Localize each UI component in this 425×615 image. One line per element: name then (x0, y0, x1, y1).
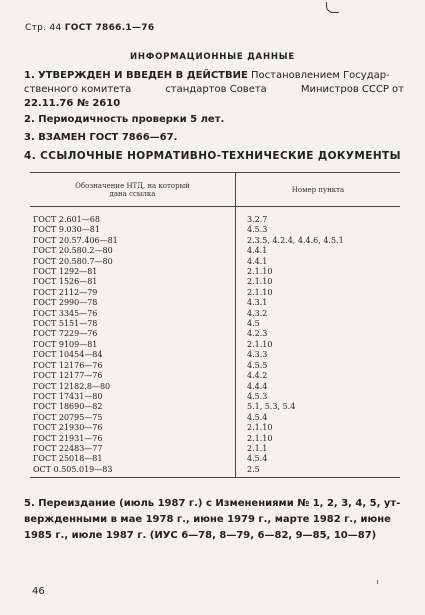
table-cell-clause: 4.2.3 (247, 329, 268, 339)
table-row (30, 361, 400, 371)
table-cell-clause: 2.1.10 (247, 339, 273, 349)
table-cell-clause: 5.1, 5.3, 5.4 (247, 402, 296, 412)
table-cell-doc: ГОСТ 22483—77 (30, 444, 236, 454)
item-1-bold: УТВЕРЖДЕН И ВВЕДЕН В ДЕЙСТВИЕ (37, 70, 248, 81)
table-cell-doc: ГОСТ 20.580.2—80 (30, 246, 236, 256)
table-cell-doc: ГОСТ 17431—80 (30, 392, 236, 402)
table-row (30, 277, 400, 287)
table-row (30, 423, 400, 433)
table-cell-clause: 4.4.4 (247, 381, 268, 391)
table-cell-doc: ГОСТ 21930—76 (30, 423, 236, 433)
table-row (30, 319, 400, 329)
table-cell-doc: ГОСТ 12176—76 (30, 361, 236, 371)
table-row (30, 340, 400, 350)
table-cell-doc: ГОСТ 1292—81 (30, 267, 236, 277)
table-row (30, 402, 400, 412)
table-cell-doc: ГОСТ 25018—81 (30, 454, 236, 464)
table-row (30, 392, 400, 402)
table-cell-clause: 4.5.3 (247, 391, 268, 401)
item-1-line2-a: ственного комитета (24, 84, 132, 95)
item-5-line2: вержденными в мае 1978 г., июне 1979 г., марте 1982 г., июне (24, 514, 391, 525)
table-row (30, 371, 400, 381)
table-row (30, 413, 400, 423)
table-cell-clause: 2.1.10 (247, 267, 273, 277)
table-cell-doc: ГОСТ 2112—79 (30, 288, 236, 298)
table-row (30, 454, 400, 464)
table-cell-clause: 4.3.2 (247, 308, 268, 318)
table-cell-doc: ОСТ 0.505.019—83 (30, 465, 236, 478)
item-1-line1-rest: Постановлением Государ- (247, 70, 390, 81)
table-cell-doc: ГОСТ 20.580.7—80 (30, 257, 236, 267)
table-cell-doc: ГОСТ 5151—78 (30, 319, 236, 329)
table-header-clause: Номер пункта (236, 173, 401, 207)
table-row (30, 329, 400, 339)
table-cell-clause: 2.1.10 (247, 433, 273, 443)
table-header-row (30, 173, 400, 207)
item-1-line2-c: Министров СССР от (300, 84, 404, 95)
table-row (30, 444, 400, 454)
table-cell-clause: 2.1.10 (247, 277, 273, 287)
table-row (30, 257, 400, 267)
table-cell-doc: ГОСТ 9109—81 (30, 340, 236, 350)
header-page-prefix: Стр. 44 (25, 23, 62, 33)
table-cell-clause: 4.5.5 (247, 360, 268, 370)
table-cell-doc: ГОСТ 12177—76 (30, 371, 236, 381)
table-cell-doc: ГОСТ 21931—76 (30, 434, 236, 444)
table-header-doc-line1: Обозначение НТД, на который (75, 181, 190, 190)
table-cell-clause: 4.3.3 (247, 350, 268, 360)
table-cell-doc: ГОСТ 3345—76 (30, 309, 236, 319)
table-row (30, 309, 400, 319)
table-cell-doc: ГОСТ 10454—84 (30, 350, 236, 360)
item-4: 4. ССЫЛОЧНЫЕ НОРМАТИВНО-ТЕХНИЧЕСКИЕ ДОКУМЕНТЫ (24, 150, 401, 162)
table-spacer-row (30, 207, 400, 216)
table-cell-clause: 2.1.10 (247, 287, 273, 297)
table-cell-doc: ГОСТ 9.030—81 (30, 225, 236, 235)
item-1-line2-b: стандартов Совета (165, 84, 267, 95)
table-row (30, 215, 400, 225)
table-row (30, 236, 400, 246)
margin-tick (377, 580, 378, 584)
item-5-line1: 5. Переиздание (июль 1987 г.) с Изменениями № 1, 2, 3, 4, 5, ут- (24, 498, 401, 509)
table-cell-doc: ГОСТ 18690—82 (30, 402, 236, 412)
item-3: 3. ВЗАМЕН ГОСТ 7866—67. (24, 132, 178, 143)
table-cell-clause: 4.4.2 (247, 371, 268, 381)
table-cell-doc: ГОСТ 20.57.406—81 (30, 236, 236, 246)
scan-mark (326, 2, 339, 13)
table-row (30, 267, 400, 277)
item-5-line3: 1985 г., июле 1987 г. (ИУС 6—78, 8—79, 6—82, 9—85, 10—87) (24, 530, 377, 541)
table-row (30, 225, 400, 235)
table-cell-clause: 2.1.1 (247, 443, 268, 453)
table-cell-clause: 2.1.10 (247, 423, 273, 433)
table-cell-doc: ГОСТ 20795—75 (30, 413, 236, 423)
table-cell-clause: 4.5 (247, 319, 260, 329)
table-header-doc (30, 173, 236, 207)
item-5 (24, 496, 404, 544)
item-1-line3: 22.11.76 № 2610 (24, 98, 121, 109)
table-cell-clause: 2.5 (236, 465, 401, 478)
table-cell-doc: ГОСТ 1526—81 (30, 277, 236, 287)
table-cell-clause: 2.3.5, 4.2.4, 4.4.6, 4.5.1 (247, 235, 344, 245)
table-cell-doc: ГОСТ 2990—78 (30, 298, 236, 308)
reference-table (30, 172, 400, 478)
table-cell-clause: 4.4.1 (247, 256, 268, 266)
page-header (25, 23, 154, 33)
table-cell-doc: ГОСТ 12182.8—80 (30, 382, 236, 392)
item-2: 2. Периодичность проверки 5 лет. (24, 114, 225, 125)
table-cell-clause: 4.5.3 (247, 225, 268, 235)
table-cell-doc: ГОСТ 2.601—68 (30, 215, 236, 225)
table-cell-clause: 4.5.4 (247, 454, 268, 464)
table-cell-doc: ГОСТ 7229—76 (30, 329, 236, 339)
table-row (30, 434, 400, 444)
header-standard: ГОСТ 7866.1—76 (64, 23, 155, 33)
page-number: 46 (32, 586, 45, 597)
table-body (30, 207, 400, 478)
item-1 (24, 69, 404, 111)
table-cell-clause: 4.4.1 (247, 246, 268, 256)
item-1-number: 1. (24, 70, 35, 81)
table-row (30, 288, 400, 298)
table-cell-clause: 4.3.1 (247, 298, 268, 308)
table-row (30, 382, 400, 392)
table-cell-clause: 3.2.7 (247, 215, 268, 224)
table-row (30, 465, 400, 478)
table-cell-clause: 4.5.4 (247, 412, 268, 422)
table-row (30, 246, 400, 256)
table-header-doc-line2: дана ссылка (109, 189, 156, 198)
table-row (30, 350, 400, 360)
section-title: ИНФОРМАЦИОННЫЕ ДАННЫЕ (130, 52, 295, 62)
table-row (30, 298, 400, 308)
